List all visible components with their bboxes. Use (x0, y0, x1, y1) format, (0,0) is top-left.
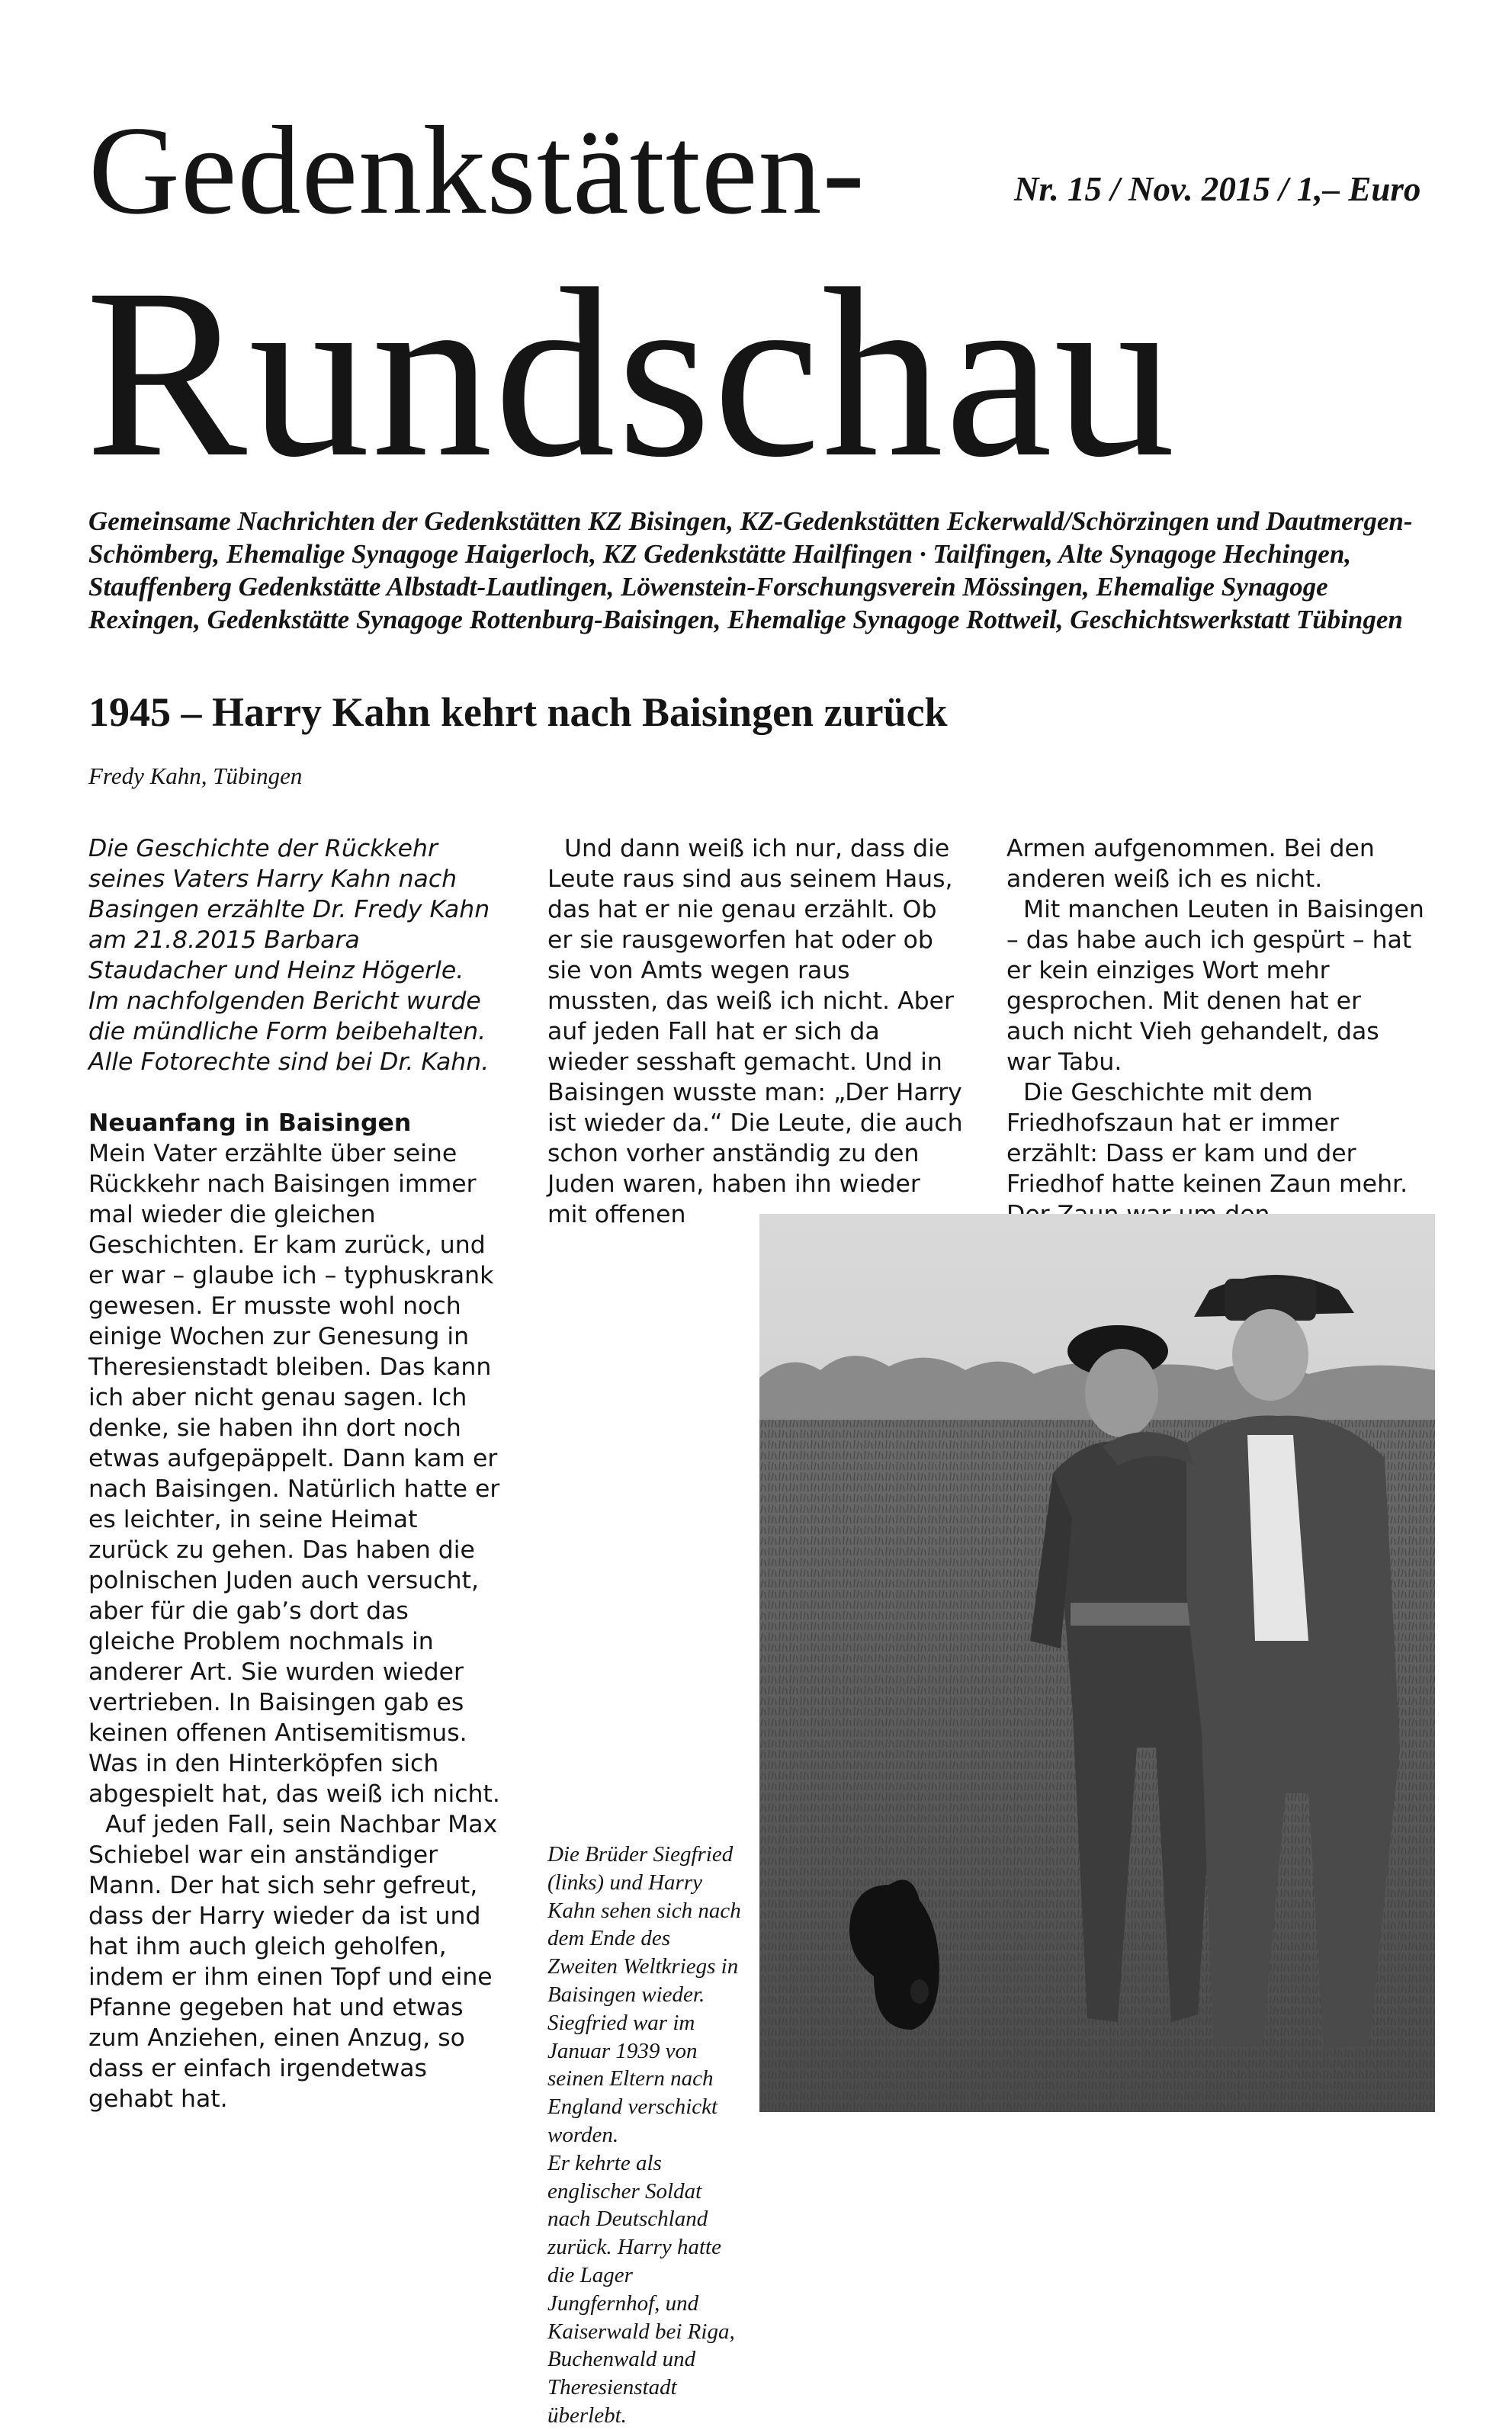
masthead-title-line2: Rundschau (85, 239, 1177, 507)
section-subheading: Neuanfang in Baisingen (88, 1109, 412, 1137)
article-column-2 (547, 833, 965, 1230)
caption-paragraph: Die Brüder Siegfried (links) und Harry Kahn sehen sich nach dem Ende des Zweiten Weltkriegs in Baisingen wieder. Siegfried war im Januar 1939 von seinen Eltern nach England verschickt worden. (547, 1842, 741, 2147)
article-photo (759, 1214, 1435, 2112)
article-paragraph: Auf jeden Fall, sein Nachbar Max Schiebel war ein anständiger Mann. Der hat sich sehr gefreut, dass der Harry wieder da ist und hat ihm auch gleich geholfen, indem er ihm einen Topf und eine Pfanne gegeben hat und etwas zum Anziehen, einen Anzug, so dass er einfach irgendetwas gehabt hat. (88, 1811, 498, 2113)
masthead-title-line1: Gedenkstätten- (88, 100, 865, 240)
article-paragraph: Mein Vater erzählte über seine Rückkehr nach Baisingen immer mal wieder die gleichen Geschichten. Er kam zurück, und er war – glaube ich – typhuskrank gewesen. Er musste wohl noch einige Wochen zur Genesung in Theresienstadt bleiben. Das kann ich aber nicht genau sagen. Ich denke, sie haben ihn dort noch etwas aufgepäppelt. Dann kam er nach Baisingen. Natürlich hatte er es leichter, in seine Heimat zurück zu gehen. Das haben die polnischen Juden auch versucht, aber für die gab’s dort das gleiche Problem nochmals in anderer Art. Sie wurden wieder vertrieben. In Baisingen gab es keinen offenen Antisemitismus. Was in den Hinterköpfen sich abgespielt hat, das weiß ich nicht. (88, 1140, 500, 1808)
article-paragraph: Armen aufgenommen. Bei den anderen weiß ich es nicht. (1006, 835, 1375, 893)
article-column-3 (1006, 833, 1424, 1230)
photo-caption (547, 1841, 744, 2430)
article-headline: 1945 – Harry Kahn kehrt nach Baisingen zurück (88, 689, 948, 735)
masthead-subtitle: Gemeinsame Nachrichten der Gedenkstätten KZ Bisingen, KZ-Gedenkstätten Eckerwald/Schörzingen und Dautmergen-Schömberg, Ehemalige Synagoge Haigerloch, KZ Gedenkstätte Hailfingen · Tailfingen, Alte Synagoge Hechingen, Stauffenberg Gedenkstätte Albstadt-Lautlingen, Löwenstein-Forschungsverein Mössingen, Ehemalige Synagoge Rexingen, Gedenkstätte Synagoge Rottenburg-Baisingen, Ehemalige Synagoge Rottweil, Geschichtswerkstatt Tübingen (88, 506, 1413, 634)
article-byline: Fredy Kahn, Tübingen (88, 762, 303, 789)
article-paragraph: Und dann weiß ich nur, dass die Leute raus sind aus seinem Haus, das hat er nie genau erzählt. Ob er sie rausgeworfen hat oder ob sie von Amts wegen raus mussten, das weiß ich nicht. Aber auf jeden Fall hat er sich da wieder sesshaft gemacht. Und in Baisingen wusste man: „Der Harry ist wieder da.“ Die Leute, die auch schon vorher anständig zu den Juden waren, haben ihn wieder mit offenen (547, 835, 963, 1228)
article-column-1 (88, 833, 500, 2114)
article-paragraph: Mit manchen Leuten in Baisingen – das habe auch ich gespürt – hat er kein einziges Wort mehr gesprochen. Mit denen hat er auch nicht Vieh gehandelt, das war Tabu. (1006, 896, 1424, 1076)
article-paragraph: Die Geschichte mit dem Friedhofszaun hat er immer erzählt: Dass er kam und der Friedhof hatte keinen Zaun mehr. (1006, 1079, 1408, 1198)
caption-paragraph: Er kehrte als englischer Soldat nach Deutschland zurück. Harry hatte die Lager Jungfernhof, und Kaiserwald bei Riga, Buchenwald und Theresienstadt überlebt. (547, 2150, 735, 2428)
issue-info: Nr. 15 / Nov. 2015 / 1,– Euro (1014, 170, 1421, 208)
article-intro: Die Geschichte der Rückkehr seines Vaters Harry Kahn nach Basingen erzählte Dr. Fredy Kahn am 21.8.2015 Barbara Staudacher und Heinz Högerle. Im nachfolgenden Bericht wurde die mündliche Form beibehalten. Alle Fotorechte sind bei Dr. Kahn. (88, 835, 490, 1076)
